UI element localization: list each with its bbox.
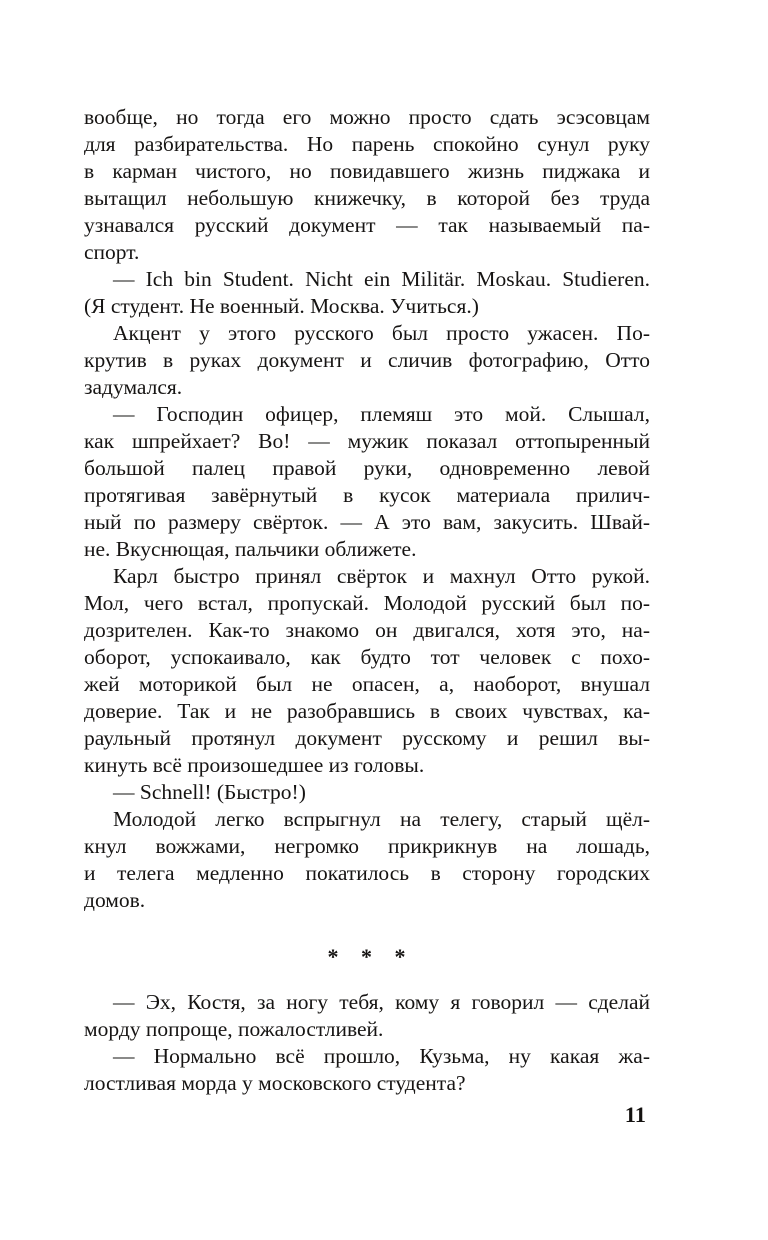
paragraph [84, 320, 650, 401]
text-line: — Нормально всё прошло, Кузьма, ну какая жа- [113, 1044, 650, 1068]
paragraph [84, 104, 650, 266]
text-line: вообще, но тогда его можно просто сдать эсэсовцам [84, 105, 650, 129]
text-line: Молодой легко вспрыгнул на телегу, старый щёл- [113, 807, 650, 831]
text-line: Мол, чего встал, пропускай. Молодой русский был по- [84, 591, 650, 615]
text-line: — Ich bin Student. Nicht ein Militär. Moskau. Studieren. [113, 267, 650, 291]
text-line: как шпрейхает? Во! — мужик показал оттопыренный [84, 429, 650, 453]
page-number: 11 [624, 1102, 646, 1127]
text-line: узнавался русский документ — так называемый па- [84, 213, 650, 237]
paragraph [84, 1043, 650, 1097]
text-line: для разбирательства. Но парень спокойно сунул руку [84, 132, 650, 156]
text-line: жей моторикой был не опасен, а, наоборот, внушал [84, 672, 650, 696]
text-line: спорт. [84, 240, 140, 264]
text-line: оборот, успокаивало, как будто тот человек с похо- [84, 645, 650, 669]
paragraph [84, 806, 650, 914]
paragraph [84, 401, 650, 563]
text-line: — Эх, Костя, за ногу тебя, кому я говорил — сделай [113, 990, 650, 1014]
text-line: морду попроще, пожалостливей. [84, 1017, 384, 1041]
text-line: раульный протянул документ русскому и решил вы- [84, 726, 650, 750]
text-line: ный по размеру свёрток. — А это вам, закусить. Швай- [84, 510, 650, 534]
text-line: дозрителен. Как-то знакомо он двигался, хотя это, на- [84, 618, 650, 642]
text-line: в карман чистого, но повидавшего жизнь пиджака и [84, 159, 650, 183]
text-line: (Я студент. Не военный. Москва. Учиться.) [84, 294, 479, 318]
text-line: кинуть всё произошедшее из головы. [84, 753, 425, 777]
paragraph [84, 563, 650, 779]
text-line: Карл быстро принял свёрток и махнул Отто рукой. [113, 564, 650, 588]
text-line: Акцент у этого русского был просто ужасен. По- [113, 321, 650, 345]
paragraph [84, 779, 650, 806]
text-line: не. Вкуснющая, пальчики оближете. [84, 537, 417, 561]
text-line: вытащил небольшую книжечку, в которой без труда [84, 186, 650, 210]
text-line: — Schnell! (Быстро!) [113, 780, 306, 804]
paragraph [84, 989, 650, 1043]
text-line: домов. [84, 888, 146, 912]
paragraph [84, 266, 650, 320]
text-line: доверие. Так и не разобравшись в своих чувствах, ка- [84, 699, 650, 723]
page-text-body [84, 104, 650, 1097]
text-line: крутив в руках документ и сличив фотографию, Отто [84, 348, 650, 372]
text-line: большой палец правой руки, одновременно левой [84, 456, 650, 480]
text-line: задумался. [84, 375, 183, 399]
text-line: лостливая морда у московского студента? [84, 1071, 466, 1095]
section-separator: * * * [327, 944, 407, 969]
text-line: — Господин офицер, племяш это мой. Слышал, [113, 402, 650, 426]
text-line: и телега медленно покатилось в сторону городских [84, 861, 650, 885]
text-line: протягивая завёрнутый в кусок материала прилич- [84, 483, 650, 507]
text-line: кнул вожжами, негромко прикрикнув на лошадь, [84, 834, 650, 858]
